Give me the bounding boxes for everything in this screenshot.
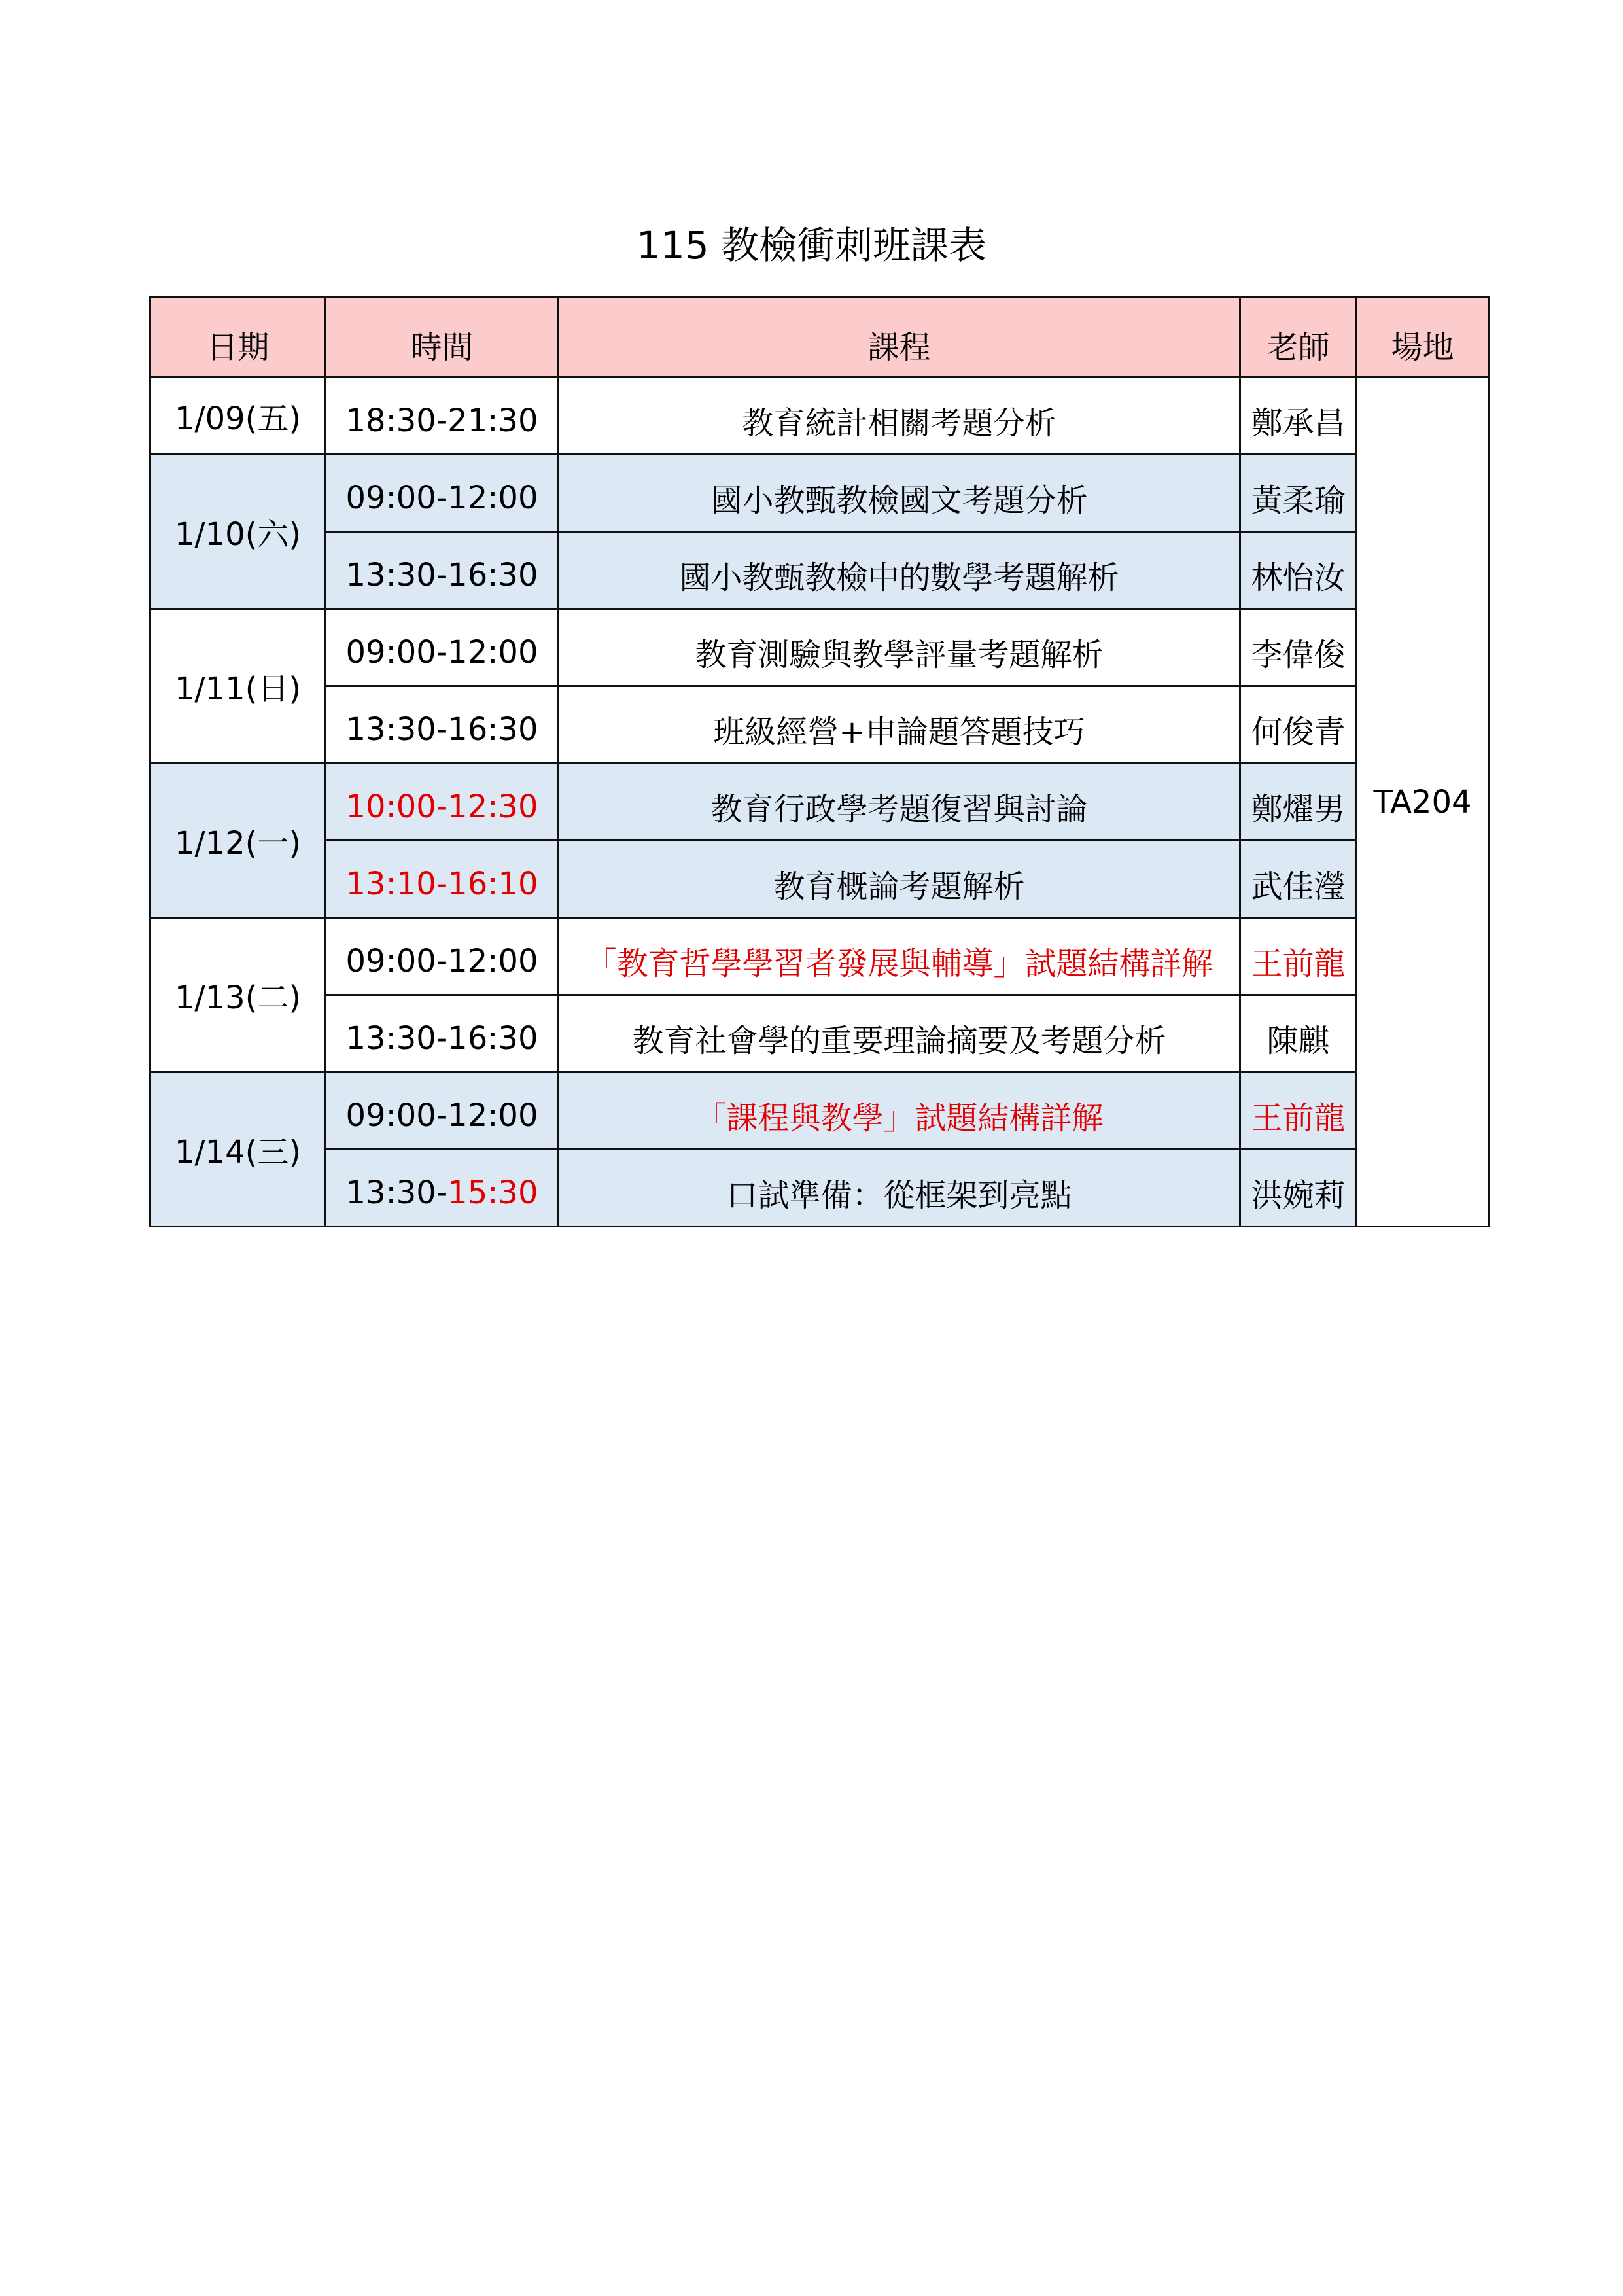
date-cell: 1/11(日)	[150, 609, 326, 764]
time-text: 09:00-12:00	[345, 1097, 538, 1134]
time-text: 13:10-16:10	[345, 865, 538, 902]
table-row	[150, 841, 1489, 918]
time-text: 13:30-	[345, 1174, 448, 1211]
time-text: 15:30	[447, 1174, 538, 1211]
course-cell: 「教育哲學學習者發展與輔導」試題結構詳解	[559, 918, 1240, 995]
teacher-cell: 陳麒	[1240, 995, 1357, 1072]
header-row	[150, 298, 1489, 378]
time-text: 09:00-12:00	[345, 942, 538, 980]
time-cell	[326, 918, 559, 995]
course-cell: 教育概論考題解析	[559, 841, 1240, 918]
teacher-cell: 王前龍	[1240, 1072, 1357, 1150]
time-text: 10:00-12:30	[345, 788, 538, 825]
time-cell	[326, 1150, 559, 1227]
header-time: 時間	[326, 298, 559, 378]
header-venue: 場地	[1357, 298, 1489, 378]
teacher-cell: 林怡汝	[1240, 532, 1357, 609]
table-row	[150, 764, 1489, 841]
table-row	[150, 455, 1489, 532]
course-cell: 教育統計相關考題分析	[559, 378, 1240, 455]
table-row	[150, 378, 1489, 455]
time-cell	[326, 764, 559, 841]
time-cell	[326, 609, 559, 686]
course-cell: 班級經營+申論題答題技巧	[559, 686, 1240, 764]
teacher-cell: 何俊青	[1240, 686, 1357, 764]
table-row	[150, 1072, 1489, 1150]
teacher-cell: 王前龍	[1240, 918, 1357, 995]
time-cell	[326, 455, 559, 532]
course-cell: 國小教甄教檢中的數學考題解析	[559, 532, 1240, 609]
header-date: 日期	[150, 298, 326, 378]
time-cell	[326, 841, 559, 918]
teacher-cell: 武佳瀅	[1240, 841, 1357, 918]
header-course: 課程	[559, 298, 1240, 378]
time-text: 13:30-16:30	[345, 556, 538, 593]
venue-cell: TA204	[1357, 378, 1489, 1227]
course-cell: 教育測驗與教學評量考題解析	[559, 609, 1240, 686]
course-cell: 教育社會學的重要理論摘要及考題分析	[559, 995, 1240, 1072]
teacher-cell: 李偉俊	[1240, 609, 1357, 686]
page-title: 115 教檢衝刺班課表	[636, 223, 987, 268]
time-cell	[326, 1072, 559, 1150]
teacher-cell: 洪婉莉	[1240, 1150, 1357, 1227]
date-cell: 1/10(六)	[150, 455, 326, 609]
table-row	[150, 686, 1489, 764]
table-row	[150, 1150, 1489, 1227]
course-cell: 口試準備：從框架到亮點	[559, 1150, 1240, 1227]
teacher-cell: 鄭燿男	[1240, 764, 1357, 841]
teacher-cell: 鄭承昌	[1240, 378, 1357, 455]
time-cell	[326, 532, 559, 609]
table-row	[150, 532, 1489, 609]
table-row	[150, 609, 1489, 686]
date-cell: 1/13(二)	[150, 918, 326, 1072]
header-teacher: 老師	[1240, 298, 1357, 378]
teacher-cell: 黃柔瑜	[1240, 455, 1357, 532]
table-row	[150, 995, 1489, 1072]
time-cell	[326, 378, 559, 455]
date-cell: 1/14(三)	[150, 1072, 326, 1227]
date-cell: 1/12(一)	[150, 764, 326, 918]
table-row	[150, 918, 1489, 995]
time-text: 18:30-21:30	[345, 402, 538, 439]
schedule-table	[149, 296, 1490, 1227]
time-text: 13:30-16:30	[345, 711, 538, 748]
time-text: 09:00-12:00	[345, 479, 538, 516]
time-text: 09:00-12:00	[345, 633, 538, 671]
time-text: 13:30-16:30	[345, 1019, 538, 1057]
time-cell	[326, 686, 559, 764]
course-cell: 教育行政學考題復習與討論	[559, 764, 1240, 841]
course-cell: 國小教甄教檢國文考題分析	[559, 455, 1240, 532]
course-cell: 「課程與教學」試題結構詳解	[559, 1072, 1240, 1150]
date-cell: 1/09(五)	[150, 378, 326, 455]
time-cell	[326, 995, 559, 1072]
